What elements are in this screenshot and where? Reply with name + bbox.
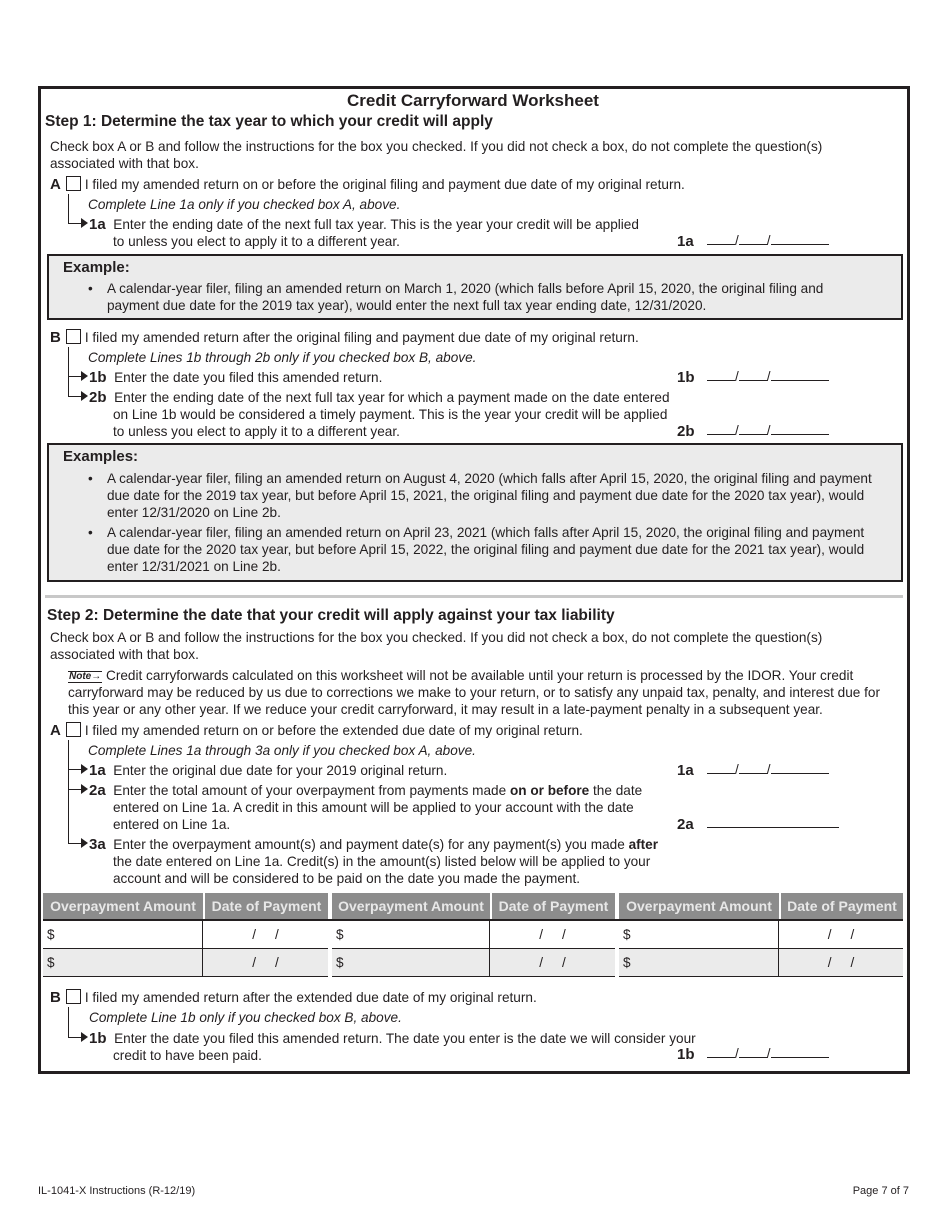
step2-note-cont2: this year or any other year. If we reduce your credit carryforward, it may result in a late-payment penalty in a subsequent year. — [68, 702, 823, 717]
step2-line1b-desc: 1b Enter the date you filed this amended return. The date you enter is the date we will consider your — [89, 1030, 696, 1047]
step2-line2a-desc: 2a Enter the total amount of your overpayment from payments made on or before the date — [89, 782, 643, 799]
step2-b-instruction: Complete Line 1b only if you checked box B, above. — [89, 1010, 402, 1025]
step1-examples-bullet-1: • A calendar-year filer, filing an amended return on August 4, 2020 (which falls after April 15, 2020, the original filing and payment due date for the 2019 tax year, but before April 15, 2021, the original filing and payment due date for the 2020 tax year), would enter 12/31/2020 on Line 2b. — [88, 471, 872, 520]
step1-intro-cont: associated with that box. — [50, 156, 199, 171]
worksheet-title: Credit Carryforward Worksheet — [347, 91, 599, 110]
column-header: Date of Payment — [490, 893, 615, 919]
step2-line2a-desc-cont2: entered on Line 1a. — [113, 817, 231, 832]
step2-intro: Check box A or B and follow the instructions for the box you checked. If you did not check a box, do not complete the question(s) — [50, 630, 823, 645]
step2-line2a-desc-cont: entered on Line 1a. A credit in this amount will be applied to your account with the date — [113, 800, 634, 815]
step2-a-instruction: Complete Lines 1a through 3a only if you checked box A, above. — [88, 743, 476, 758]
payment-date-cell[interactable]: / / — [490, 919, 615, 949]
table-row — [43, 949, 903, 977]
payment-date-cell[interactable]: / / — [490, 949, 615, 977]
payment-date-cell[interactable]: / / — [779, 949, 903, 977]
step2-line2a-amount-field[interactable] — [707, 815, 839, 831]
step2-line3a-desc-cont2: account and will be considered to be paid on the date you made the payment. — [113, 871, 581, 886]
step1-heading: Step 1: Determine the tax year to which your credit will apply — [45, 113, 493, 130]
step2-option-b: B I filed my amended return after the extended due date of my original return. — [50, 989, 537, 1006]
step1-line1b-desc: 1b Enter the date you filed this amended return. — [89, 369, 383, 386]
step2-heading: Step 2: Determine the date that your credit will apply against your tax liability — [47, 607, 615, 624]
page-number: Page 7 of 7 — [852, 1185, 909, 1197]
step1-examples-heading: Examples: — [63, 448, 139, 465]
step1-line1b-date-field[interactable]: / / — [707, 368, 829, 384]
step2-a-checkbox[interactable] — [66, 722, 81, 737]
overpayment-amount-cell[interactable]: $ — [43, 919, 203, 949]
step1-examples-bullet-2: • A calendar-year filer, filing an amended return on April 23, 2021 (which falls after April 15, 2020, the original filing and payment due date for the 2020 tax year, but before April 15, 2022, the original filing and payment due date for the 2021 tax year), would enter 12/31/2021 on Line 2b. — [88, 525, 865, 574]
step1-line1a-label: 1a — [677, 233, 694, 250]
payment-date-cell[interactable]: / / — [203, 949, 328, 977]
overpayment-amount-cell[interactable]: $ — [619, 919, 779, 949]
step1-line2b-desc-cont: on Line 1b would be considered a timely payment. This is the year your credit will be applied — [113, 407, 668, 422]
step2-option-a: A I filed my amended return on or before the extended due date of my original return. — [50, 722, 583, 739]
table-header-row — [43, 893, 903, 919]
step1-line2b-label: 2b — [677, 423, 695, 440]
step2-line1b-desc-cont: credit to have been paid. — [113, 1048, 262, 1063]
form-id: IL-1041-X Instructions (R-12/19) — [38, 1185, 196, 1197]
column-header: Date of Payment — [779, 893, 903, 919]
step1-line1a-desc: 1a Enter the ending date of the next full tax year. This is the year your credit will be applied — [89, 216, 639, 233]
step2-line1a-date-field[interactable]: / / — [707, 761, 829, 777]
step1-line2b-date-field[interactable]: / / — [707, 422, 829, 438]
step2-line3a-desc-cont: the date entered on Line 1a. Credit(s) in the amount(s) listed below will be applied to your — [113, 854, 651, 869]
column-header: Overpayment Amount — [332, 893, 490, 919]
step2-line1a-label: 1a — [677, 762, 694, 779]
step1-a-checkbox[interactable] — [66, 176, 81, 191]
column-header: Overpayment Amount — [43, 893, 203, 919]
overpayment-table — [43, 893, 903, 977]
step2-line1b-date-field[interactable]: / / — [707, 1045, 829, 1061]
table-row — [43, 919, 903, 949]
overpayment-amount-cell[interactable]: $ — [332, 919, 490, 949]
step1-option-a: A I filed my amended return on or before the original filing and payment due date of my original return. — [50, 176, 685, 193]
step1-a-instruction: Complete Line 1a only if you checked box A, above. — [88, 197, 401, 212]
step2-line1a-desc: 1a Enter the original due date for your 2019 original return. — [89, 762, 448, 779]
step1-line1b-label: 1b — [677, 369, 695, 386]
step2-intro-cont: associated with that box. — [50, 647, 199, 662]
step1-b-instruction: Complete Lines 1b through 2b only if you checked box B, above. — [88, 350, 477, 365]
note-icon: Note→ — [69, 671, 102, 682]
overpayment-amount-cell[interactable]: $ — [619, 949, 779, 977]
step2-line2a-label: 2a — [677, 816, 694, 833]
step2-note: Note→ Credit carryforwards calculated on this worksheet will not be available until your return is processed by the IDOR. Your credit — [69, 668, 854, 683]
step2-note-cont: carryforward may be reduced by us due to corrections we make to your return, or to satisfy any unpaid tax, penalty, and interest due for — [68, 685, 881, 700]
section-divider — [45, 595, 903, 598]
payment-date-cell[interactable]: / / — [779, 919, 903, 949]
overpayment-amount-cell[interactable]: $ — [332, 949, 490, 977]
step1-line2b-desc-cont2: to unless you elect to apply it to a different year. — [113, 424, 400, 439]
step1-line1a-date-field[interactable]: / / — [707, 232, 829, 248]
step2-b-checkbox[interactable] — [66, 989, 81, 1004]
step2-line1b-label: 1b — [677, 1046, 695, 1063]
step1-intro: Check box A or B and follow the instructions for the box you checked. If you did not check a box, do not complete the question(s) — [50, 139, 823, 154]
overpayment-amount-cell[interactable]: $ — [43, 949, 203, 977]
column-header: Date of Payment — [203, 893, 328, 919]
payment-date-cell[interactable]: / / — [203, 919, 328, 949]
step1-line2b-desc: 2b Enter the ending date of the next full tax year for which a payment made on the date entered — [89, 389, 670, 406]
step2-line3a-desc: 3a Enter the overpayment amount(s) and payment date(s) for any payment(s) you made after — [89, 836, 659, 853]
column-header: Overpayment Amount — [619, 893, 779, 919]
step1-b-checkbox[interactable] — [66, 329, 81, 344]
step1-example-bullet: • A calendar-year filer, filing an amended return on March 1, 2020 (which falls before April 15, 2020, the original filing and payment due date for the 2019 tax year), would enter the next full tax year ending date, 12/31/2020. — [88, 281, 824, 313]
step1-line1a-desc-cont: to unless you elect to apply it to a different year. — [113, 234, 400, 249]
step1-example-heading: Example: — [63, 259, 130, 276]
step1-option-b: B I filed my amended return after the original filing and payment due date of my original return. — [50, 329, 639, 346]
